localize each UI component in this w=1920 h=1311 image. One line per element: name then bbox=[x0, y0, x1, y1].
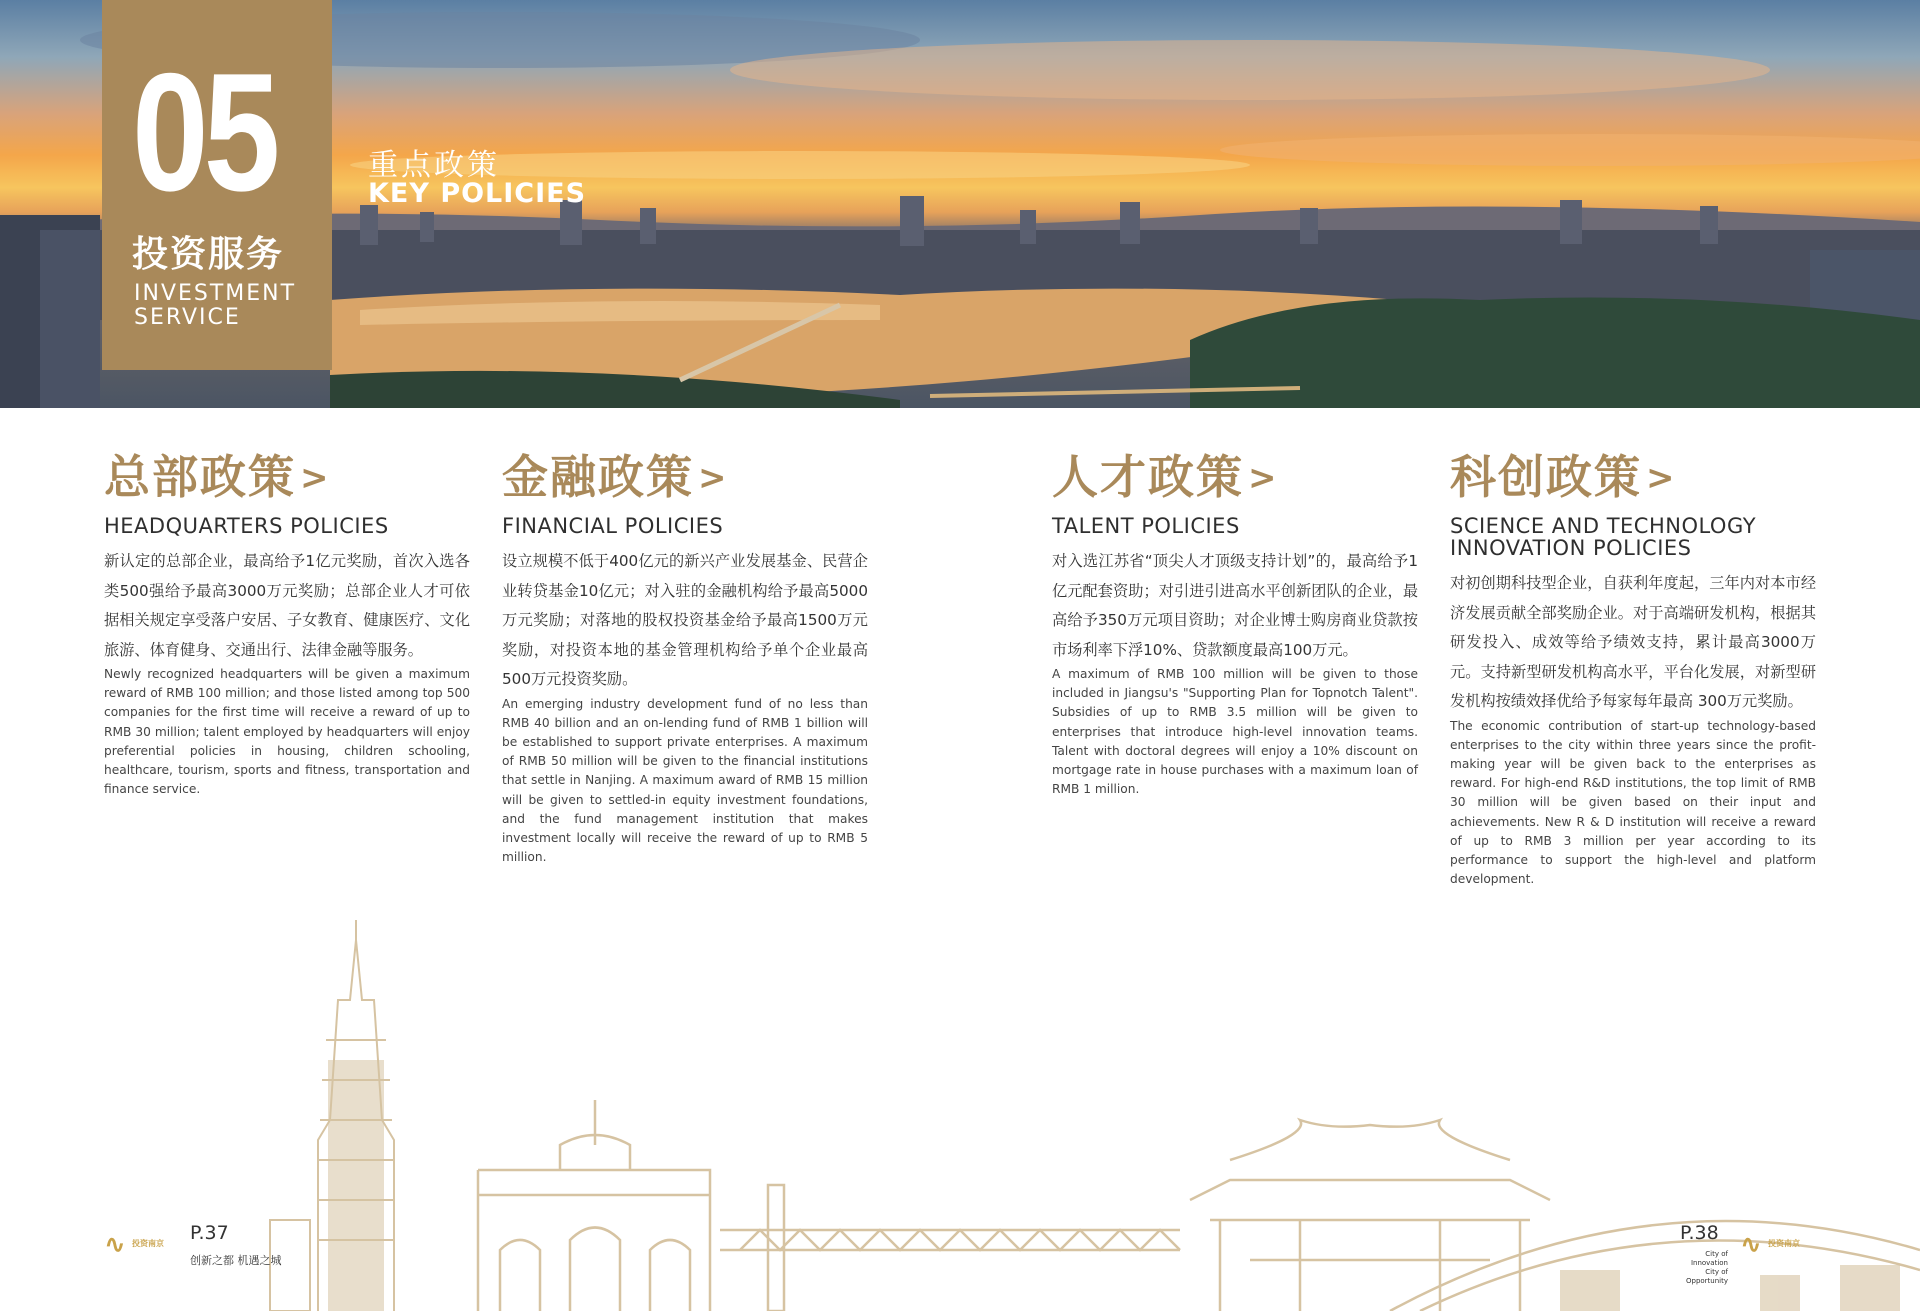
policy-title-en: HEADQUARTERS POLICIES bbox=[104, 514, 389, 538]
page-tagline-left: 创新之都 机遇之城 bbox=[190, 1254, 282, 1267]
policy-title-en: FINANCIAL POLICIES bbox=[502, 514, 724, 538]
policy-heading bbox=[104, 448, 470, 507]
policy-column-financial bbox=[502, 448, 868, 867]
chapter-title-en: INVESTMENT SERVICE bbox=[134, 281, 297, 330]
policy-column-sci-tech bbox=[1450, 448, 1816, 889]
chevron-right-icon: > bbox=[1248, 458, 1279, 498]
policy-title-cn: 科创政策 bbox=[1450, 450, 1642, 504]
policy-heading bbox=[502, 448, 868, 507]
page-number-left: P.37 bbox=[190, 1222, 229, 1244]
chapter-title-cn: 投资服务 bbox=[132, 234, 285, 275]
section-title-cn: 重点政策 bbox=[368, 148, 500, 183]
nanjing-logo-icon: ∿ 投资南京 bbox=[104, 1230, 164, 1260]
policy-title-en: SCIENCE AND TECHNOLOGY INNOVATION POLICIES bbox=[1450, 514, 1757, 560]
logo-text: 投资南京 bbox=[1768, 1239, 1800, 1248]
policy-body-en: The economic contribution of start-up technology-based enterprises to the city within three years since the profit-making year will be given back to the enterprises as reward. For high-end R&D institutions, the top limit of RMB 30 million will be given based on their input and achievements. New R & D institution will receive a reward of up to RMB 3 million per year according to its performance to support the high-level and platform development. bbox=[1450, 718, 1816, 887]
section-title-en: KEY POLICIES bbox=[368, 178, 587, 209]
policy-body-cn: 新认定的总部企业，最高给予1亿元奖励，首次入选各类500强给予最高3000万元奖励；总部企业人才可依据相关规定享受落户安居、子女教育、健康医疗、文化旅游、体育健身、交通出行、法律金融等服务。 bbox=[104, 552, 470, 659]
logo-text: 投资南京 bbox=[132, 1239, 164, 1248]
policy-body-cn: 对初创期科技型企业，自获利年度起，三年内对本市经济发展贡献全部奖励企业。对于高端研发机构，根据其研发投入、成效等给予绩效支持，累计最高3000万元。支持新型研发机构高水平，平台化发展，对新型研发机构按绩效择优给予每家每年最高 300万元奖励。 bbox=[1450, 574, 1816, 710]
page-number-right: P.38 bbox=[1680, 1222, 1719, 1244]
nanjing-logo-icon: ∿ 投资南京 bbox=[1740, 1230, 1800, 1260]
tagline-line-1: City of Innovation bbox=[1690, 1250, 1728, 1267]
policy-heading bbox=[1052, 448, 1418, 507]
chevron-right-icon: > bbox=[300, 458, 331, 498]
policy-column-talent bbox=[1052, 448, 1418, 799]
chapter-badge bbox=[102, 0, 332, 370]
hero-banner bbox=[0, 0, 1920, 408]
policy-title-cn: 金融政策 bbox=[502, 450, 694, 504]
skyline-illustration bbox=[0, 920, 1920, 1311]
policy-body-en: Newly recognized headquarters will be given a maximum reward of RMB 100 million; and those listed among top 500 companies for the first time will receive a reward of up to RMB 30 million; talent employed by headquarters will enjoy preferential policies in housing, children schooling, healthcare, tourism, sports and fitness, transportation and finance service. bbox=[104, 667, 470, 797]
chevron-right-icon: > bbox=[1646, 458, 1677, 498]
policy-column-headquarters bbox=[104, 448, 470, 799]
policy-body-cn: 对入选江苏省“顶尖人才顶级支持计划”的，最高给予1亿元配套资助；对引进引进高水平创新团队的企业，最高给予350万元项目资助；对企业博士购房商业贷款按市场利率下浮10%、贷款额度最高100万元。 bbox=[1052, 552, 1418, 659]
page-tagline-right bbox=[1668, 1250, 1728, 1286]
policy-title-cn: 总部政策 bbox=[104, 450, 296, 504]
policy-body-en: A maximum of RMB 100 million will be given to those included in Jiangsu's "Supporting Plan for Topnotch Talent". Subsidies of up to RMB 3.5 million will be given to enterprises that introduce high-level innovation teams. Talent with doctoral degrees will enjoy a 10% discount on mortgage rate in house purchases with a maximum loan of RMB 1 million. bbox=[1052, 667, 1418, 797]
policy-body-en: An emerging industry development fund of no less than RMB 40 billion and an on-lending fund of RMB 1 billion will be established to support private enterprises. A maximum of RMB 50 million will be given to the financial institutions that settle in Nanjing. A maximum award of RMB 15 million will be given to settled-in equity investment foundations, and the fund management institution that makes investment locally will receive the reward of up to RMB 5 million. bbox=[502, 696, 868, 865]
policy-title-en: TALENT POLICIES bbox=[1052, 514, 1240, 538]
policy-title-cn: 人才政策 bbox=[1052, 450, 1244, 504]
policy-heading bbox=[1450, 448, 1816, 507]
tagline-line-2: City of Opportunity bbox=[1685, 1268, 1728, 1285]
chevron-right-icon: > bbox=[698, 458, 729, 498]
policy-body-cn: 设立规模不低于400亿元的新兴产业发展基金、民营企业转贷基金10亿元；对入驻的金融机构给予最高5000万元奖励；对落地的股权投资基金给予最高1500万元奖励，对投资本地的基金管理机构给予单个企业最高500万元投资奖励。 bbox=[502, 552, 868, 688]
chapter-number: 05 bbox=[132, 38, 276, 226]
